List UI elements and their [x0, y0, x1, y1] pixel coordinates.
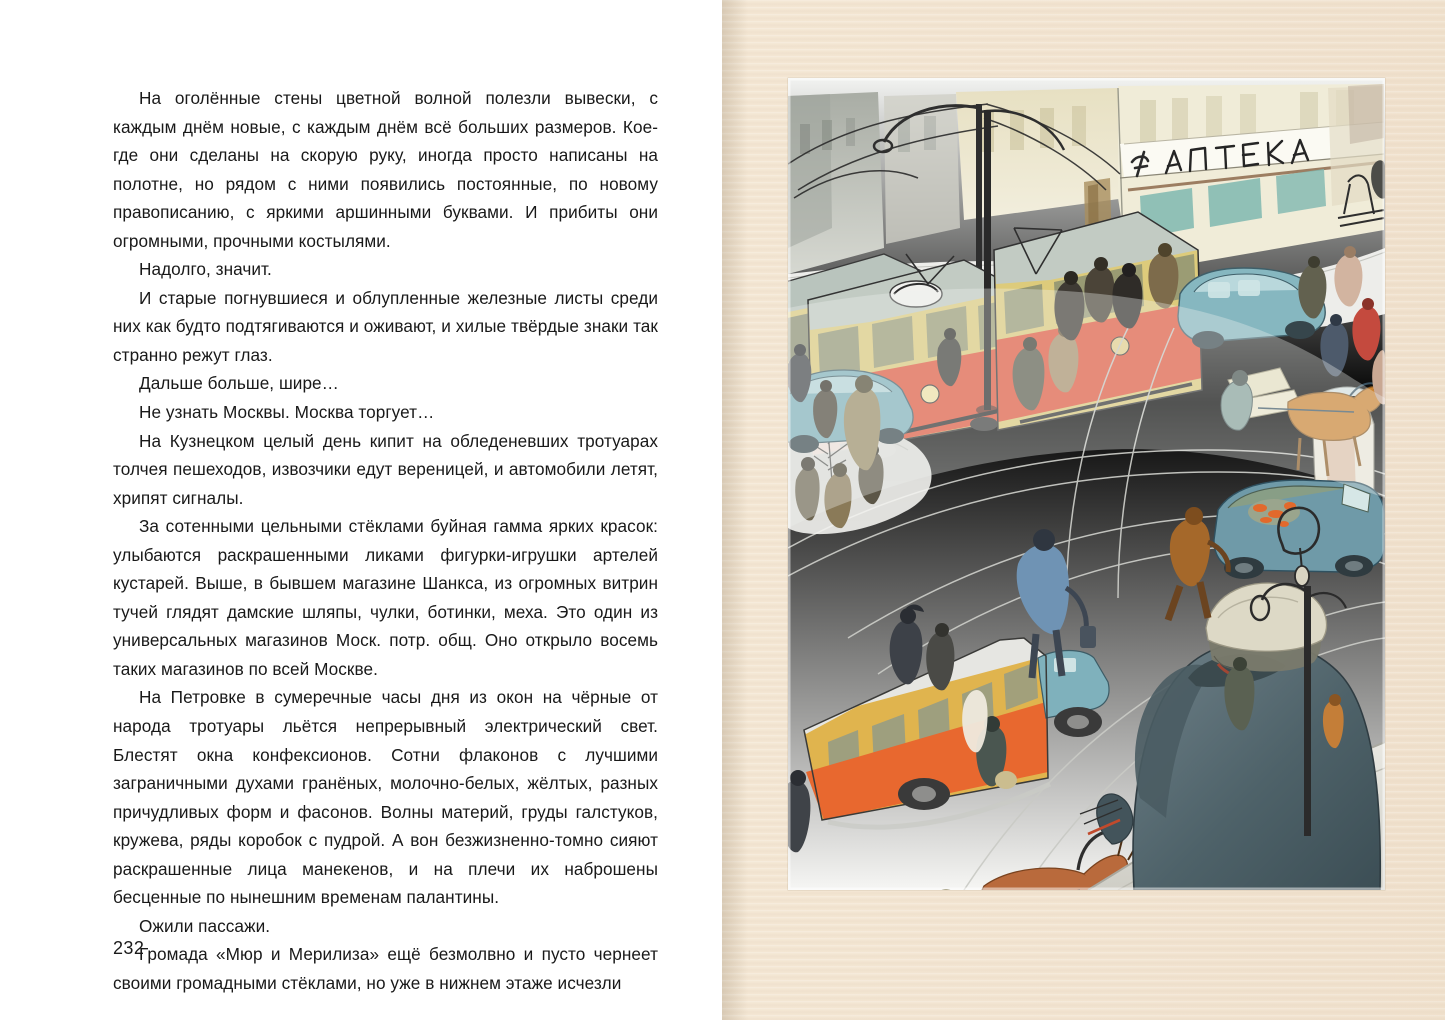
paragraph: На Петровке в сумеречные часы дня из окон на чёрные от народа тротуары льётся непрерывный электрический свет. Блестят окна конфексионов. Сотни флаконов с лучшими заграничными духами гранёных, молочно-белых, жёлтых, разных причудливых форм и фасонов. Волны материй, груды галстуков, кружева, ряды коробок с пудрой. А вон безжизненно-томно сияют раскрашенные лица манекенов, и на плечи их наброшены бесценные по нынешним временам палантины.: [113, 687, 658, 908]
paragraph: Дальше больше, шире…: [139, 373, 339, 394]
paragraph: И старые погнувшиеся и облупленные железные листы среди них как будто подтягиваются и оживают, и хилые твёрдые знаки так странно режут глаз.: [113, 287, 658, 365]
car-blue-touring: [1214, 480, 1384, 579]
paragraph: На оголённые стены цветной волной полезли вывески, с каждым днём новые, с каждым днём всё больших размеров. Кое-где они сделаны на скорую руку, иногда просто написаны на полотне, но рядом с ними появились постоянные, по новому правописанию, с яркими аршинными буквами. И прибиты они огромными, прочными костылями.: [113, 88, 658, 251]
paragraph: Надолго, значит.: [139, 259, 272, 280]
paragraph: Громада «Мюр и Мерилиза» ещё безмолвно и пусто чернеет своими громадными стёклами, но уже в нижнем этаже исчезли: [113, 944, 658, 993]
left-page: [0, 0, 722, 1020]
paragraph: Ожили пассажи.: [139, 915, 271, 936]
illustration-canvas: [788, 78, 1385, 890]
gutter-shadow: [722, 0, 748, 1020]
body-text-column: [113, 84, 658, 998]
illustration-watercolor-moscow-street: [788, 78, 1385, 890]
right-page: [722, 0, 1445, 1020]
page-number: 232: [113, 938, 145, 958]
paragraph: За сотенными цельными стёклами буйная гамма ярких красок: улыбаются раскрашенными ликами фигурки-игрушки артелей кустарей. Выше, в бывшем магазине Шанкса, из огромных витрин тучей глядят дамские шляпы, чулки, ботинки, меха. Это один из универсальных магазинов Моск. потр. общ. Оно открыло восемь таких магазинов по всей Москве.: [113, 516, 658, 679]
paragraph: На Кузнецком целый день кипит на обледеневших тротуарах толчея пешеходов, извозчики едут вереницей, и автомобили летят, хрипят сигналы.: [113, 430, 658, 508]
paragraph: Не узнать Москвы. Москва торгует…: [139, 402, 435, 423]
